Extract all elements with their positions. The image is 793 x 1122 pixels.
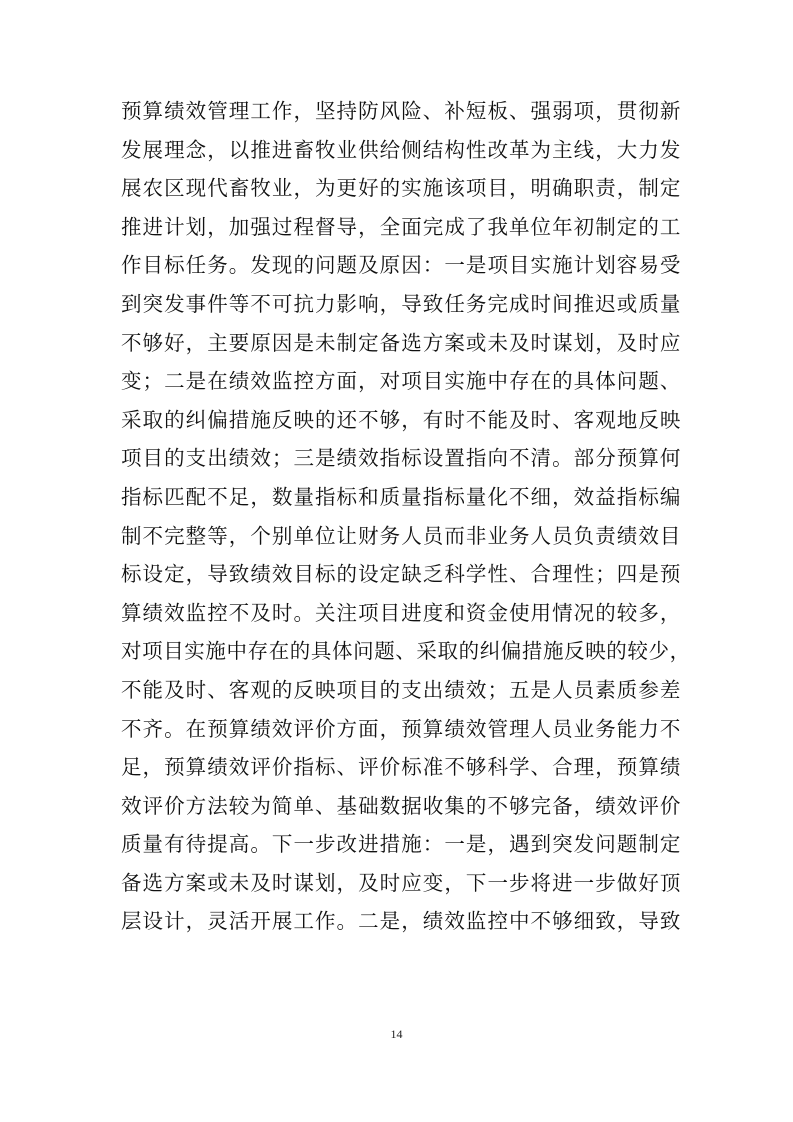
text-line: 不能及时、客观的反映项目的支出绩效；五是人员素质参差	[121, 677, 681, 702]
text-line: 层设计，灵活开展工作。二是，绩效监控中不够细致，导致	[121, 909, 681, 934]
text-line: 项目的支出绩效；三是绩效指标设置指向不清。部分预算何	[121, 446, 681, 471]
text-line: 效评价方法较为简单、基础数据收集的不够完备，绩效评价	[121, 793, 681, 818]
text-line: 质量有待提高。下一步改进措施：一是，遇到突发问题制定	[121, 832, 681, 857]
text-line: 采取的纠偏措施反映的还不够，有时不能及时、客观地反映	[121, 407, 681, 432]
text-line: 推进计划，加强过程督导，全面完成了我单位年初制定的工	[121, 214, 681, 239]
text-line: 到突发事件等不可抗力影响，导致任务完成时间推迟或质量	[121, 291, 681, 316]
text-line: 不齐。在预算绩效评价方面，预算绩效管理人员业务能力不	[121, 716, 681, 741]
page-number: 14	[390, 1027, 403, 1041]
text-line: 制不完整等，个别单位让财务人员而非业务人员负责绩效目	[121, 523, 681, 548]
text-line: 不够好，主要原因是未制定备选方案或未及时谋划，及时应	[121, 330, 681, 355]
text-line: 算绩效监控不及时。关注项目进度和资金使用情况的较多，	[121, 600, 681, 625]
text-line: 对项目实施中存在的具体问题、采取的纠偏措施反映的较少，	[121, 639, 691, 664]
text-line: 指标匹配不足，数量指标和质量指标量化不细，效益指标编	[121, 484, 681, 509]
text-line: 作目标任务。发现的问题及原因：一是项目实施计划容易受	[121, 253, 681, 278]
text-line: 变；二是在绩效监控方面，对项目实施中存在的具体问题、	[121, 369, 681, 394]
text-line: 展农区现代畜牧业，为更好的实施该项目，明确职责，制定	[121, 176, 681, 201]
text-line: 足，预算绩效评价指标、评价标准不够科学、合理，预算绩	[121, 755, 681, 780]
text-line: 备选方案或未及时谋划，及时应变，下一步将进一步做好顶	[121, 870, 681, 895]
text-line: 标设定，导致绩效目标的设定缺乏科学性、合理性；四是预	[121, 562, 681, 587]
body-paragraph	[121, 92, 691, 941]
text-line: 预算绩效管理工作，坚持防风险、补短板、强弱项，贯彻新	[121, 99, 681, 123]
text-line: 发展理念，以推进畜牧业供给侧结构性改革为主线，大力发	[121, 137, 681, 162]
